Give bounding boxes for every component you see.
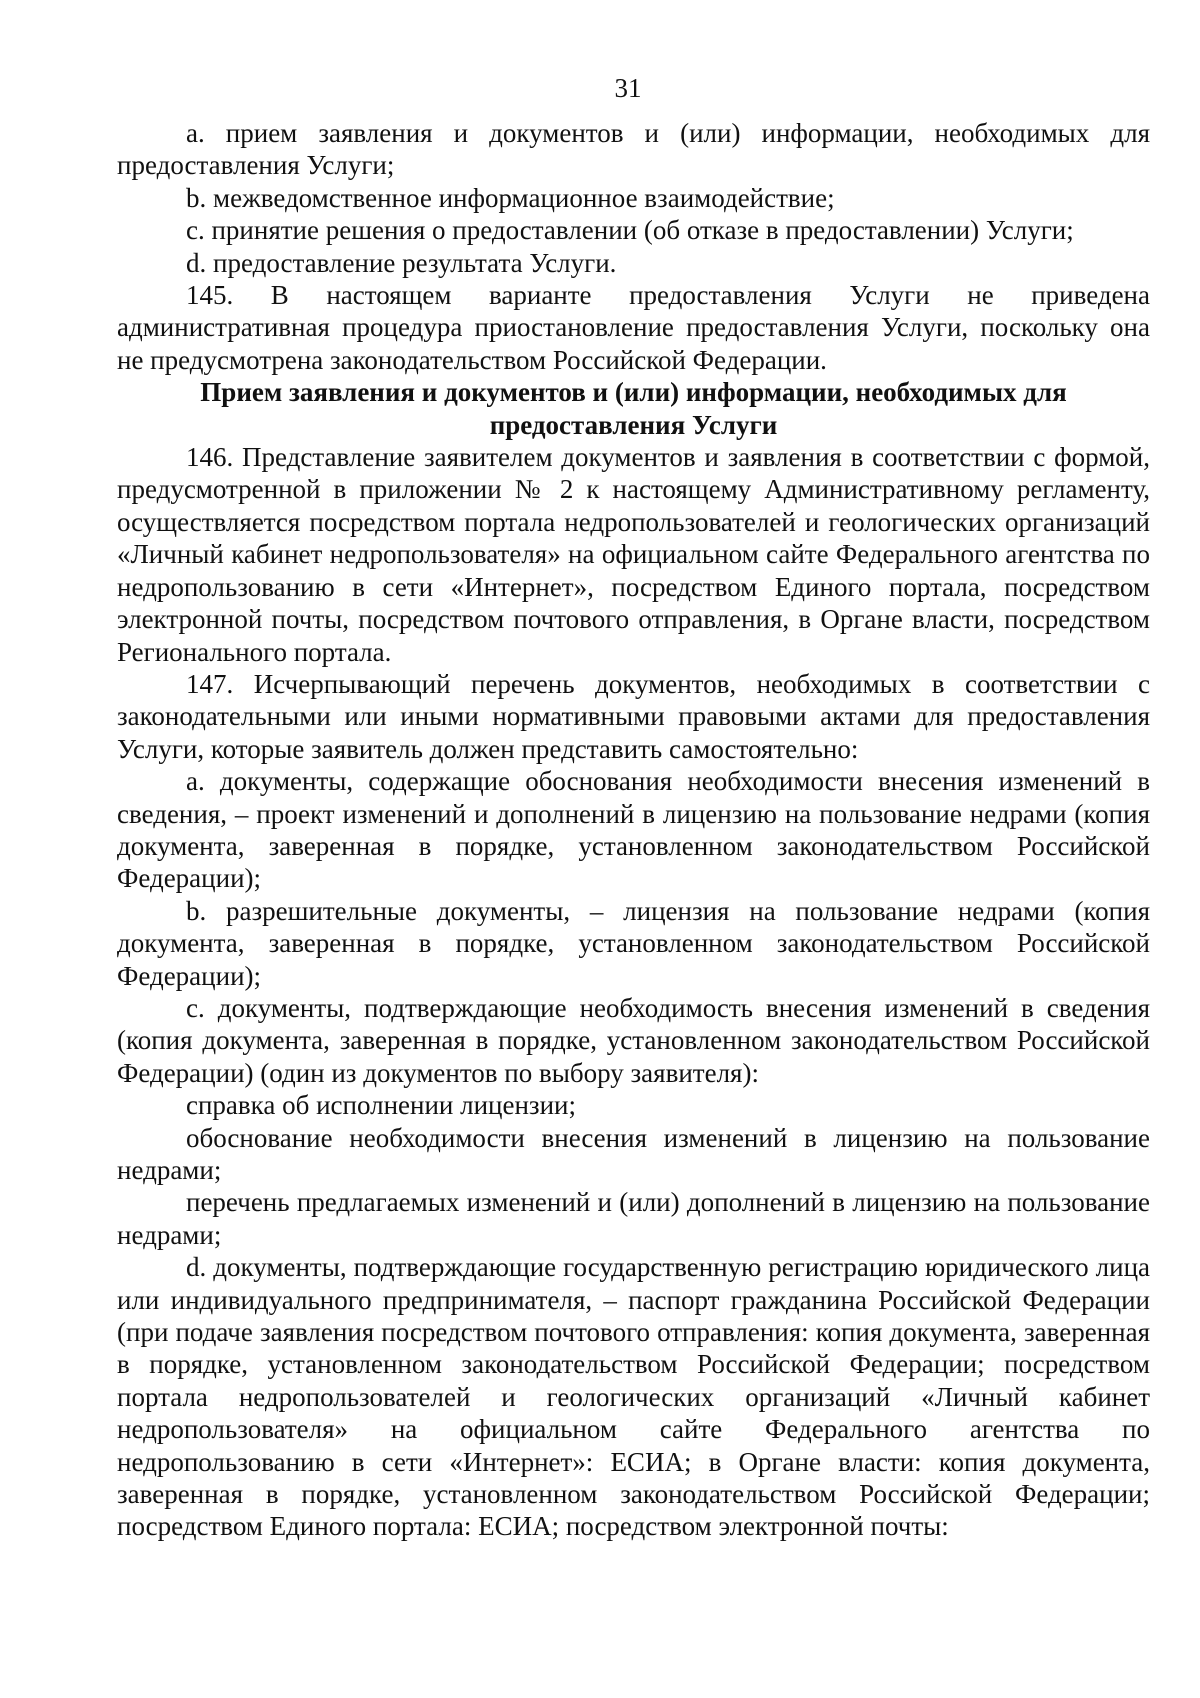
list-item-147-d: d. документы, подтверждающие государственную регистрацию юридического лица или индивидуального предпринимателя, – паспорт гражданина Российской Федерации (при подаче заявления посредством почтового отправления: копия документа, заверенная в порядке, установленном законодательством Российской Федерации; посредством портала недропользователей и геологических организаций «Личный кабинет недропользователя» на официальном сайте Федерального агентства по недропользованию в сети «Интернет»: ЕСИА; в Органе власти: копия документа, заверенная в порядке, установленном законодательством Российской Федерации; посредством Единого портала: ЕСИА; посредством электронной почты: — [117, 1252, 1150, 1542]
paragraph-147: 147. Исчерпывающий перечень документов, необходимых в соответствии с законодательными или иными нормативными правовыми актами для предоставления Услуги, которые заявитель должен представить самостоятельно: — [117, 668, 1150, 764]
list-item-d: d. предоставление результата Услуги. — [186, 247, 617, 278]
sub-item-justification: обоснование необходимости внесения изменений в лицензию на пользование недрами; — [117, 1122, 1150, 1185]
list-item-147-b: b. разрешительные документы, – лицензия на пользование недрами (копия документа, заверенная в порядке, установленном законодательством Российской Федерации); — [117, 895, 1150, 991]
sub-item-changes-list: перечень предлагаемых изменений и (или) дополнений в лицензию на пользование недрами; — [117, 1187, 1150, 1250]
list-item-b: b. межведомственное информационное взаимодействие; — [186, 182, 835, 213]
paragraph-145: 145. В настоящем варианте предоставления Услуги не приведена административная процедура приостановление предоставления Услуги, поскольку она не предусмотрена законодательством Российской Федерации. — [117, 280, 1150, 375]
document-body — [117, 117, 1150, 1543]
page-number: 31 — [614, 73, 642, 103]
list-item-c: c. принятие решения о предоставлении (об отказе в предоставлении) Услуги; — [186, 215, 1074, 246]
section-heading: Прием заявления и документов и (или) информации, необходимых для предоставления Услуги — [200, 377, 1067, 440]
list-item-147-a: a. документы, содержащие обоснования необходимости внесения изменений в сведения, – проект изменений и дополнений в лицензию на пользование недрами (копия документа, заверенная в порядке, установленном законодательством Российской Федерации); — [117, 766, 1150, 894]
paragraph-146: 146. Представление заявителем документов и заявления в соответствии с формой, предусмотренной в приложении № 2 к настоящему Административному регламенту, осуществляется посредством портала недропользователей и геологических организаций «Личный кабинет недропользователя» на официальном сайте Федерального агентства по недропользованию в сети «Интернет», посредством Единого портала, посредством электронной почты, посредством почтового отправления, в Органе власти, посредством Регионального портала. — [117, 442, 1150, 667]
sub-item-license-report: справка об исполнении лицензии; — [186, 1090, 576, 1121]
list-item-a: a. прием заявления и документов и (или) информации, необходимых для предоставления Услуги; — [117, 118, 1150, 181]
list-item-147-c: c. документы, подтверждающие необходимость внесения изменений в сведения (копия документа, заверенная в порядке, установленном законодательством Российской Федерации) (один из документов по выбору заявителя): — [117, 992, 1150, 1088]
